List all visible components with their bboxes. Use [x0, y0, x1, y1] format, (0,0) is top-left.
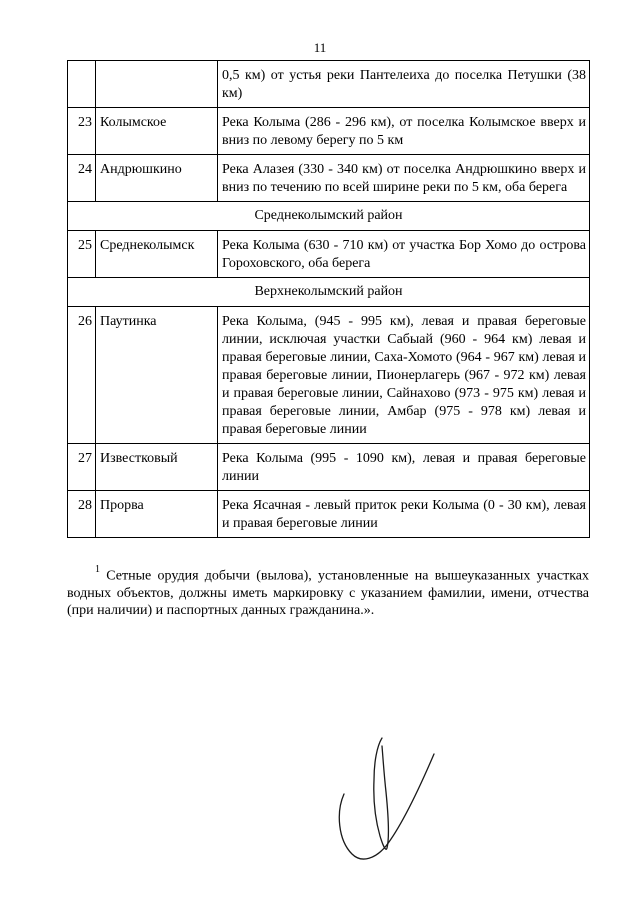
section-row [68, 202, 590, 231]
table-row [68, 108, 590, 155]
site-name: Паутинка [96, 307, 218, 444]
footnote-marker: 1 [95, 564, 100, 575]
row-number: 23 [68, 108, 96, 155]
section-row [68, 278, 590, 307]
site-name: Среднеколымск [96, 231, 218, 278]
fishing-sites-table [67, 60, 590, 538]
table-row [68, 491, 590, 538]
row-number [68, 61, 96, 108]
table-row [68, 61, 590, 108]
site-description: Река Колыма (286 - 296 км), от поселка Колымское вверх и вниз по левому берегу по 5 км [218, 108, 590, 155]
site-description: Река Колыма (630 - 710 км) от участка Бор Хомо до острова Гороховского, оба берега [218, 231, 590, 278]
row-number: 26 [68, 307, 96, 444]
site-description: Река Колыма (995 - 1090 км), левая и правая береговые линии [218, 444, 590, 491]
site-description: Река Алазея (330 - 340 км) от поселка Андрюшкино вверх и вниз по течению по всей ширине реки по 5 км, оба берега [218, 155, 590, 202]
section-title: Среднеколымский район [68, 202, 590, 231]
site-name: Прорва [96, 491, 218, 538]
row-number: 24 [68, 155, 96, 202]
site-description: Река Ясачная - левый приток реки Колыма (0 - 30 км), левая и правая береговые линии [218, 491, 590, 538]
site-name [96, 61, 218, 108]
table-row [68, 155, 590, 202]
footnote [67, 563, 589, 619]
row-number: 28 [68, 491, 96, 538]
site-description: Река Колыма, (945 - 995 км), левая и правая береговые линии, исключая участки Сабыай (960 - 964 км) левая и правая береговые линии, Саха-Хомото (964 - 967 км) левая и правая береговые линии, Пионерлагерь (967 - 972 км) левая и правая береговые линии, Сайнахово (973 - 975 км) левая и правая береговые линии, Амбар (975 - 978 км) левая и правая береговые линии [218, 307, 590, 444]
footnote-text: Сетные орудия добычи (вылова), установленные на вышеуказанных участках водных объектов, должны иметь маркировку с указанием фамилии, имени, отчества (при наличии) и паспортных данных гражданина.». [67, 568, 590, 618]
site-name: Колымское [96, 108, 218, 155]
table-row [68, 307, 590, 444]
row-number: 27 [68, 444, 96, 491]
section-title: Верхнеколымский район [68, 278, 590, 307]
page-number: 11 [313, 40, 327, 55]
table-row [68, 444, 590, 491]
table-row [68, 231, 590, 278]
site-description: 0,5 км) от устья реки Пантелеиха до поселка Петушки (38 км) [218, 61, 590, 108]
signature [330, 732, 440, 867]
row-number: 25 [68, 231, 96, 278]
site-name: Андрюшкино [96, 155, 218, 202]
site-name: Известковый [96, 444, 218, 491]
